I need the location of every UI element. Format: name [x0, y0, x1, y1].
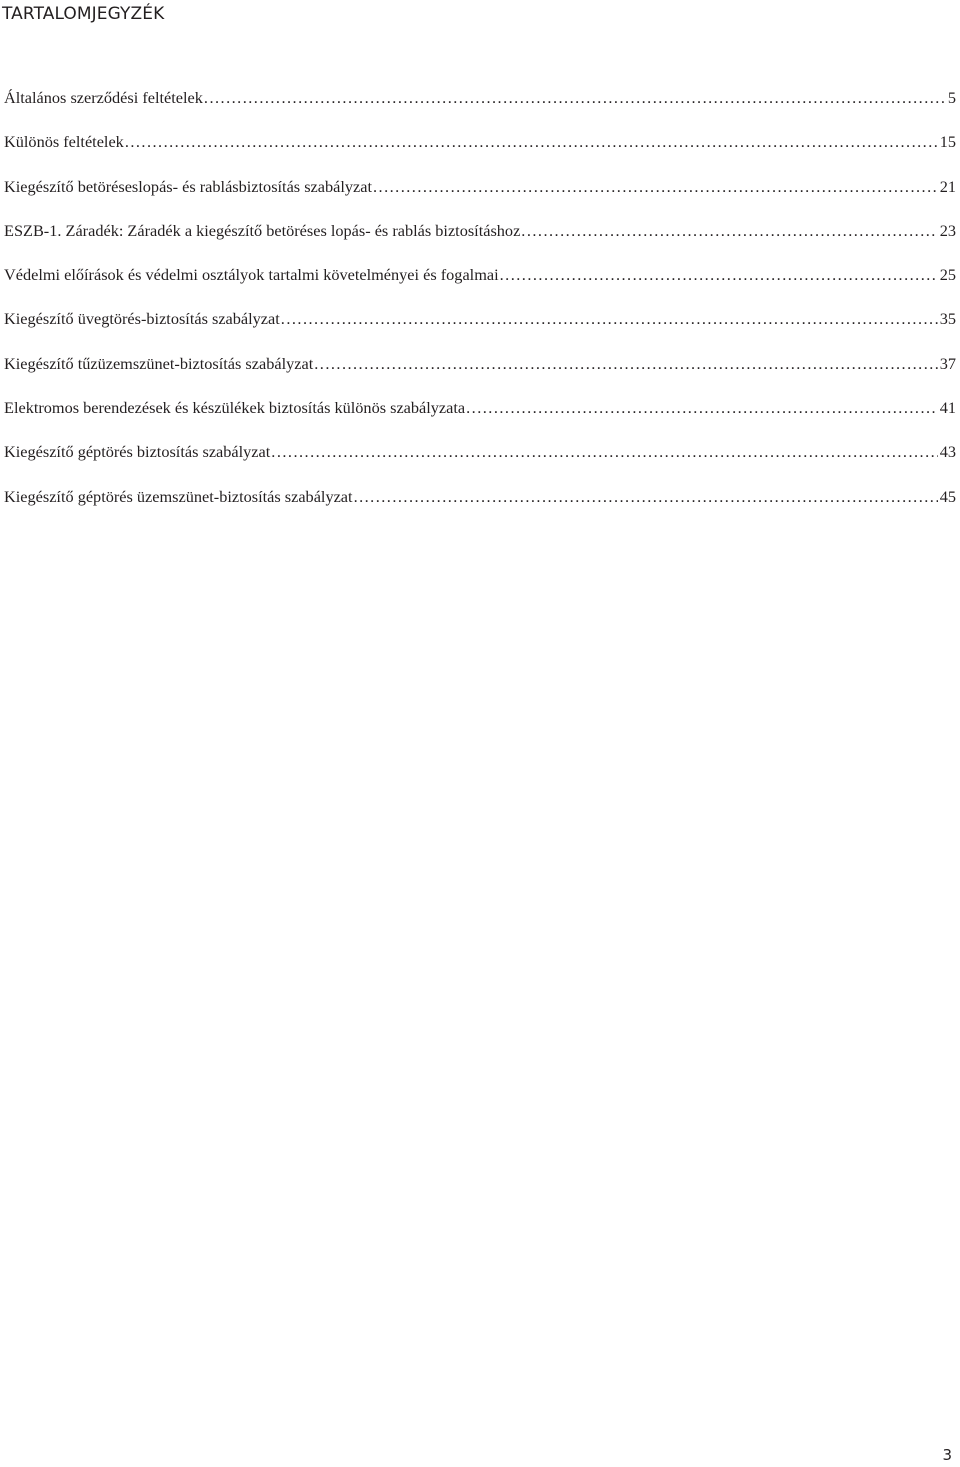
- dot-leader: [125, 132, 938, 152]
- toc-entry[interactable]: [4, 177, 956, 221]
- dot-leader: [314, 354, 937, 374]
- toc-entry-page: 5: [947, 88, 956, 107]
- toc-entry[interactable]: [4, 265, 956, 309]
- toc-entry-page: 23: [939, 220, 956, 240]
- toc-entry-page: 21: [939, 176, 956, 196]
- toc-entry[interactable]: [4, 221, 956, 265]
- toc-entry[interactable]: [4, 132, 956, 176]
- toc-entry-title: Különös feltételek: [4, 132, 124, 152]
- toc-entry-page: 15: [939, 132, 956, 152]
- toc-entry-page: 45: [939, 486, 956, 506]
- toc-entry-page: 43: [939, 442, 956, 462]
- toc-entry[interactable]: [4, 309, 956, 353]
- toc-entry-title: Általános szerződési feltételek: [4, 88, 203, 107]
- page-number: 3: [942, 1446, 952, 1464]
- toc-entry-title: Kiegészítő tűzüzemszünet-biztosítás szabályzat: [4, 353, 314, 373]
- dot-leader: [271, 442, 937, 462]
- toc-entry-title: Kiegészítő géptörés üzemszünet-biztosítás szabályzat: [4, 486, 353, 506]
- dot-leader: [354, 487, 938, 507]
- toc-entry-page: 35: [939, 309, 956, 329]
- toc-entry-title: ESZB-1. Záradék: Záradék a kiegészítő betöréses lopás- és rablás biztosításhoz: [4, 220, 521, 240]
- dot-leader: [373, 177, 938, 197]
- toc-entry-title: Kiegészítő üvegtörés-biztosítás szabályzat: [4, 309, 280, 329]
- table-of-contents: [4, 88, 956, 531]
- dot-leader: [500, 265, 938, 285]
- page-title: TARTALOMJEGYZÉK: [2, 4, 165, 24]
- toc-entry-title: Kiegészítő betöréseslopás- és rablásbiztosítás szabályzat: [4, 176, 373, 196]
- toc-entry[interactable]: [4, 88, 956, 132]
- toc-entry-title: Kiegészítő géptörés biztosítás szabályzat: [4, 442, 271, 462]
- toc-entry-title: Védelmi előírások és védelmi osztályok tartalmi követelményei és fogalmai: [4, 265, 499, 285]
- dot-leader: [204, 88, 946, 108]
- toc-entry[interactable]: [4, 442, 956, 486]
- toc-entry[interactable]: [4, 354, 956, 398]
- dot-leader: [466, 398, 938, 418]
- toc-entry-page: 37: [939, 353, 956, 373]
- toc-entry-title: Elektromos berendezések és készülékek biztosítás különös szabályzata: [4, 398, 466, 418]
- toc-entry-page: 41: [939, 398, 956, 418]
- dot-leader: [281, 309, 938, 329]
- toc-entry-page: 25: [939, 265, 956, 285]
- toc-entry[interactable]: [4, 487, 956, 531]
- dot-leader: [521, 221, 937, 241]
- toc-entry[interactable]: [4, 398, 956, 442]
